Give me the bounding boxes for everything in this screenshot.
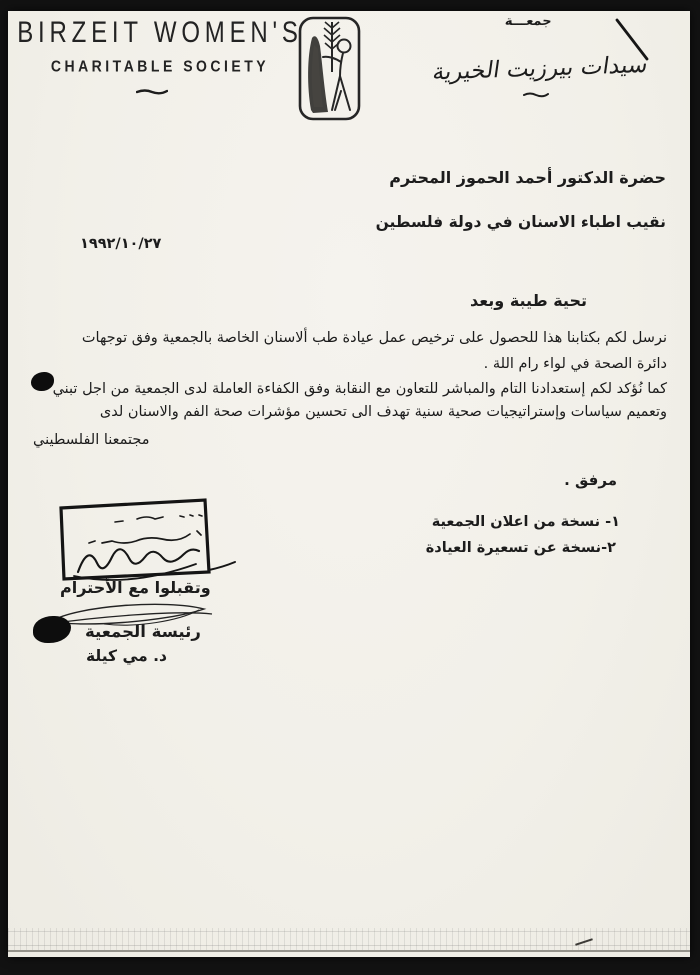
body-line-3: كما نُؤكد لكم إستعدادنا التام والمباشر للتعاون مع النقابة وفق الكفاءة العاملة لدى الجمعية من اجل تبني [52, 381, 667, 397]
signer-title: رئيسة الجمعية [85, 622, 201, 641]
body-line-2: دائرة الصحة في لواء رام اللة . [483, 356, 667, 372]
pen-stroke-mark [614, 17, 652, 63]
attachment-item-2: ٢-نسخة عن تسعيرة العيادة [425, 540, 616, 556]
body-line-5: مجتمعنا الفلسطيني [33, 432, 150, 448]
flourish-dash-right [523, 91, 549, 98]
signer-name: د. مي كيلة [86, 647, 167, 665]
closing-phrase: وتقبلوا مع الأحترام [60, 578, 211, 597]
org-name-english-line2: CHARITABLE SOCIETY [50, 57, 270, 75]
recipient-line-2: نقيب اطباء الاسنان في دولة فلسطين [375, 213, 666, 231]
attachment-item-1: ١- نسخة من اعلان الجمعية [431, 514, 620, 530]
society-emblem-icon [297, 15, 363, 123]
flourish-dash-left [136, 88, 168, 96]
org-name-arabic-main: سيدات بيرزيت الخيرية [431, 52, 650, 86]
org-name-arabic-small: جمعـــة [503, 14, 553, 29]
recipient-line-1: حضرة الدكتور أحمد الحموز المحترم [389, 168, 666, 187]
attachments-label: مرفق . [564, 471, 617, 489]
paper-bottom-edge-shadow [8, 950, 690, 952]
org-name-english-line1: BIRZEIT WOMEN'S [17, 16, 303, 50]
salutation: تحية طيبة وبعد [470, 291, 587, 310]
body-line-1: نرسل لكم بكتابنا هذا للحصول على ترخيص عمل عيادة طب ألاسنان الخاصة بالجمعية وفق توجهات [81, 330, 667, 346]
rubber-stamp [40, 492, 245, 590]
body-line-4: وتعميم سياسات وإستراتيجيات صحية سنية تهدف الى تحسين مؤشرات صحة الفم والاسنان لدى [99, 404, 667, 420]
letter-date: ١٩٩٢/١٠/٢٧ [80, 236, 162, 252]
